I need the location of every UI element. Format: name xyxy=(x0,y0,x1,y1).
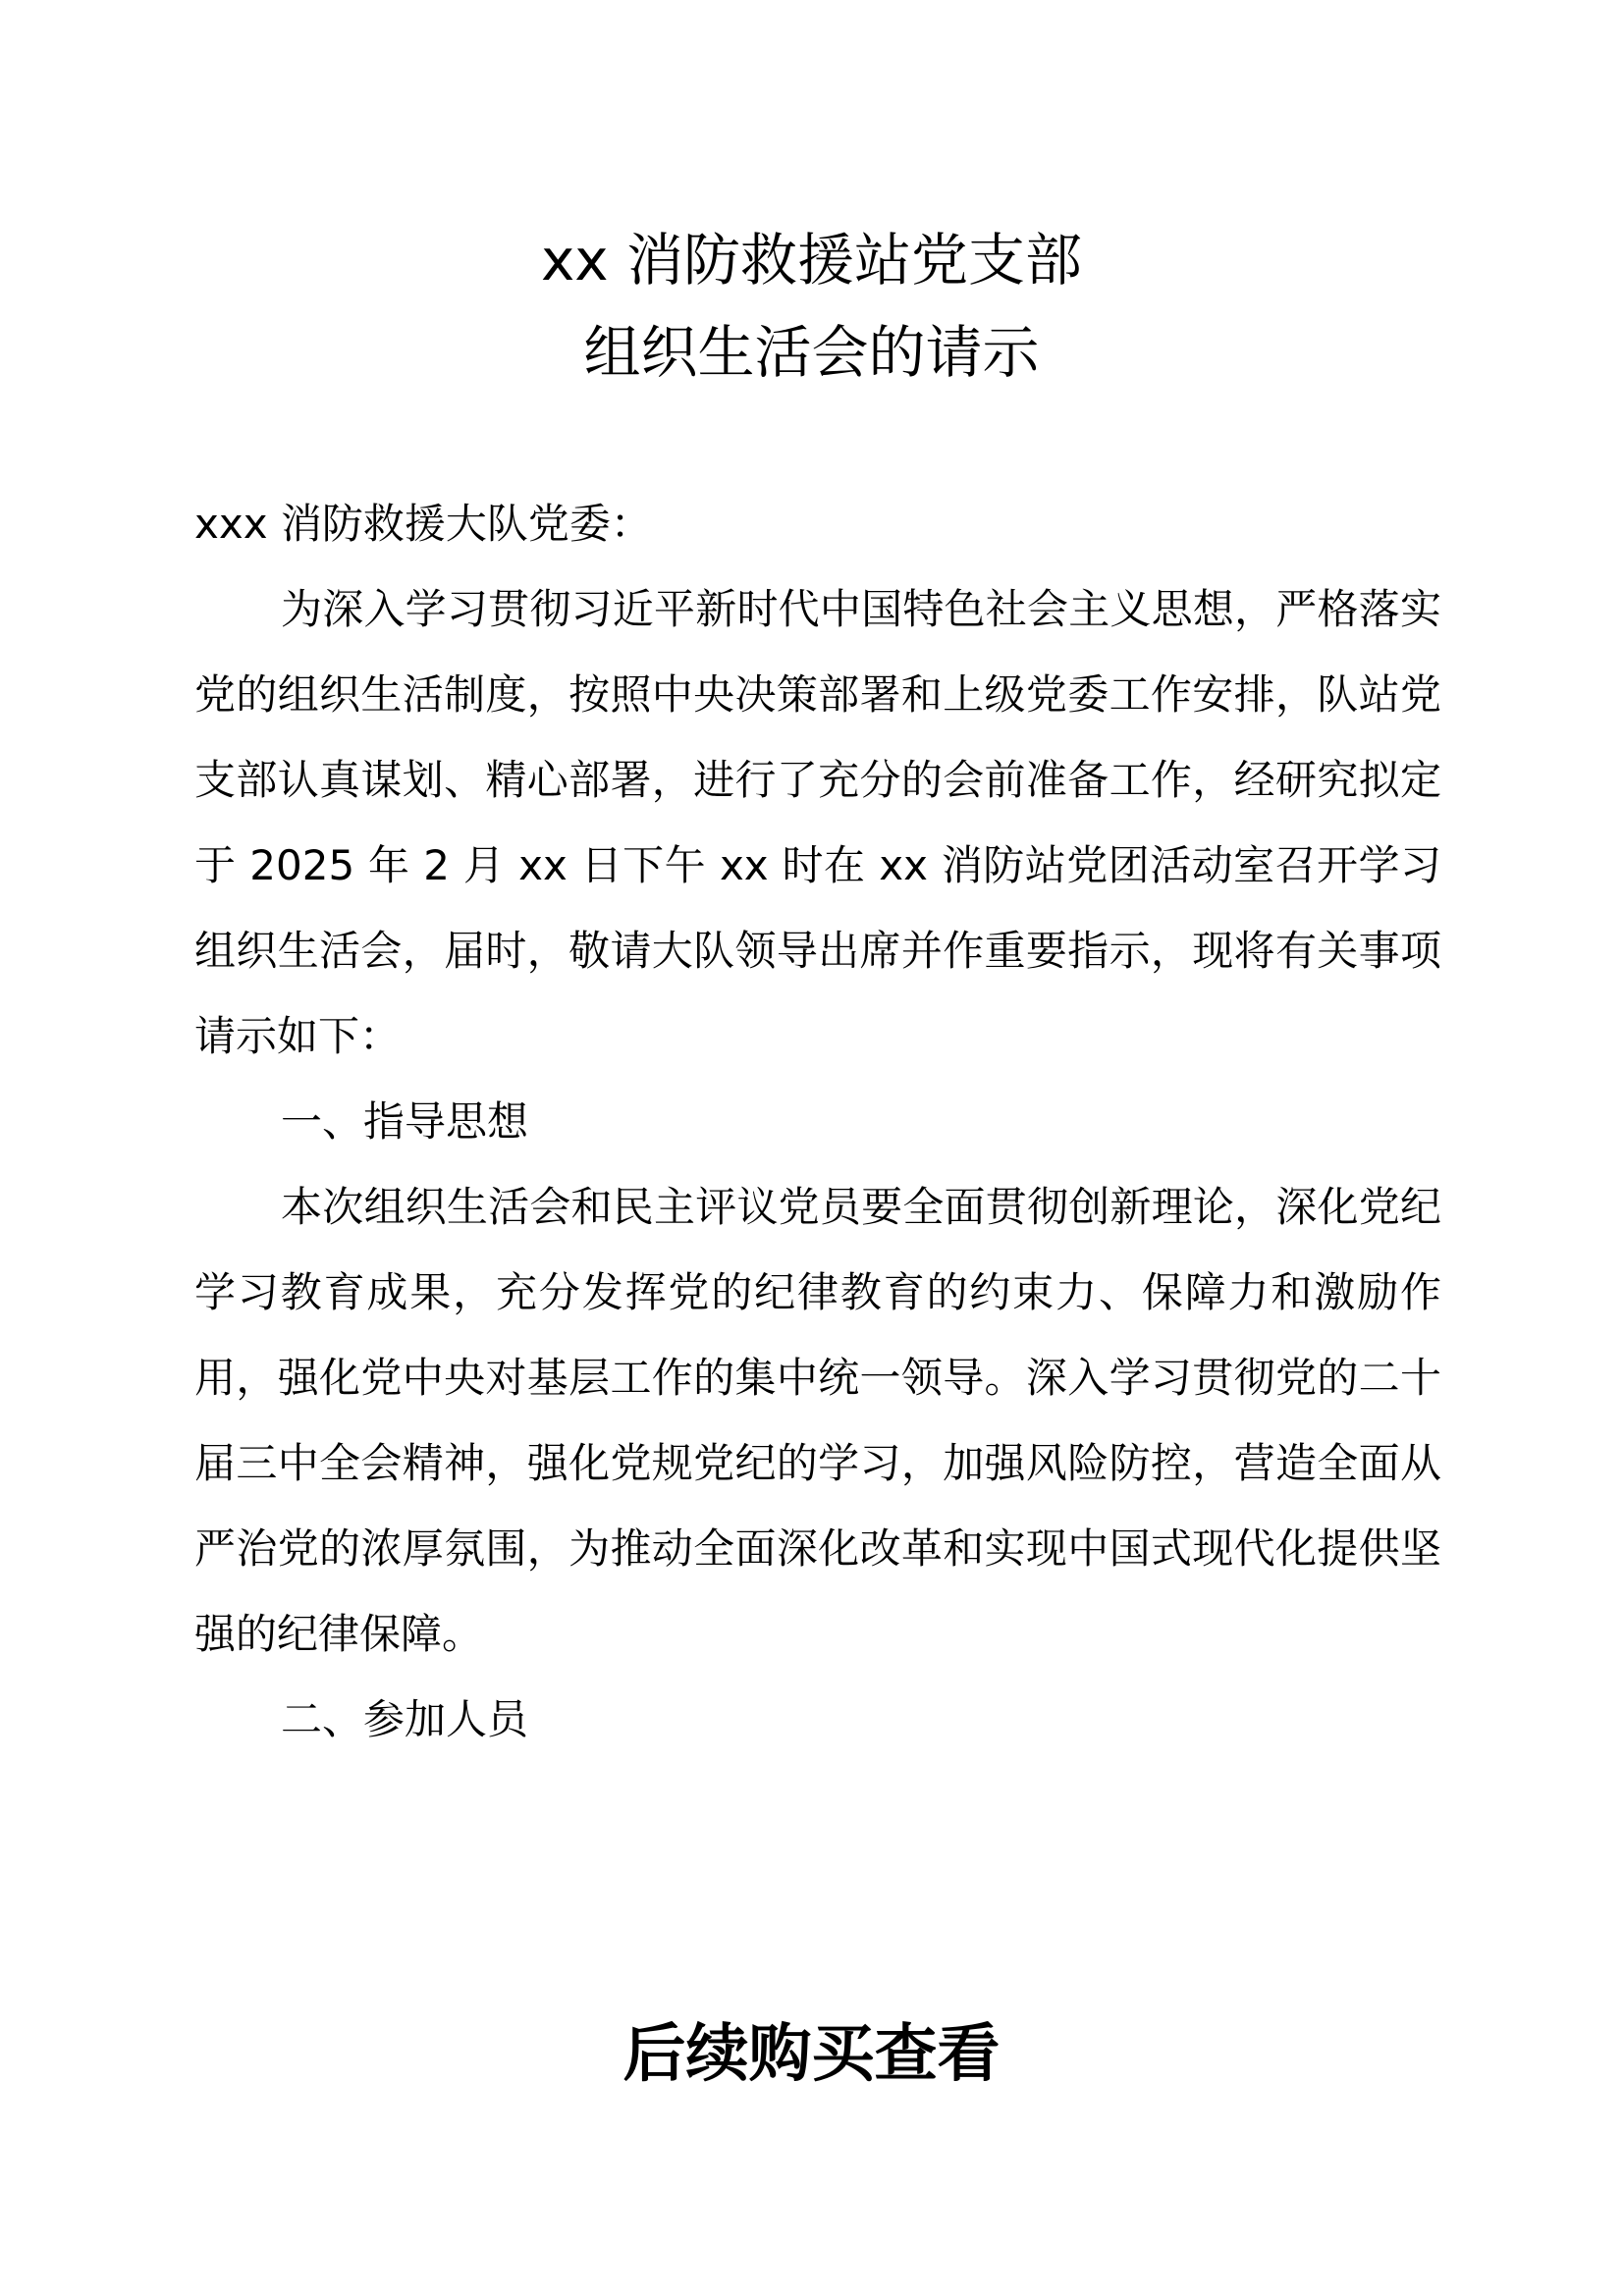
paragraph-intro: 为深入学习贯彻习近平新时代中国特色社会主义思想，严格落实党的组织生活制度，按照中央决策部署和上级党委工作安排，队站党支部认真谋划、精心部署，进行了充分的会前准备工作，经研究拟定于 2025 年 2 月 xx 日下午 xx 时在 xx 消防站党团活动室召开学习组织生活会，届时，敬请大队领导出席并作重要指示，现将有关事项请示如下： xyxy=(194,585,1441,1060)
document-body xyxy=(194,481,1441,1762)
purchase-notice: 后续购买查看 xyxy=(622,2018,1001,2091)
document-title xyxy=(0,214,1623,399)
salutation: xxx 消防救援大队党委： xyxy=(194,500,652,548)
title-line-1: xx 消防救援站党支部 xyxy=(540,227,1083,294)
section-heading-guiding-thought: 一、指导思想 xyxy=(281,1097,529,1146)
paragraph-guiding-thought: 本次组织生活会和民主评议党员要全面贯彻创新理论，深化党纪学习教育成果，充分发挥党的纪律教育的约束力、保障力和激励作用，强化党中央对基层工作的集中统一领导。深入学习贯彻党的二十届三中全会精神，强化党规党纪的学习，加强风险防控，营造全面从严治党的浓厚氛围，为推动全面深化改革和实现中国式现代化提供坚强的纪律保障。 xyxy=(194,1183,1441,1658)
section-heading-participants: 二、参加人员 xyxy=(281,1695,529,1743)
title-line-2: 组织生活会的请示 xyxy=(583,319,1040,386)
